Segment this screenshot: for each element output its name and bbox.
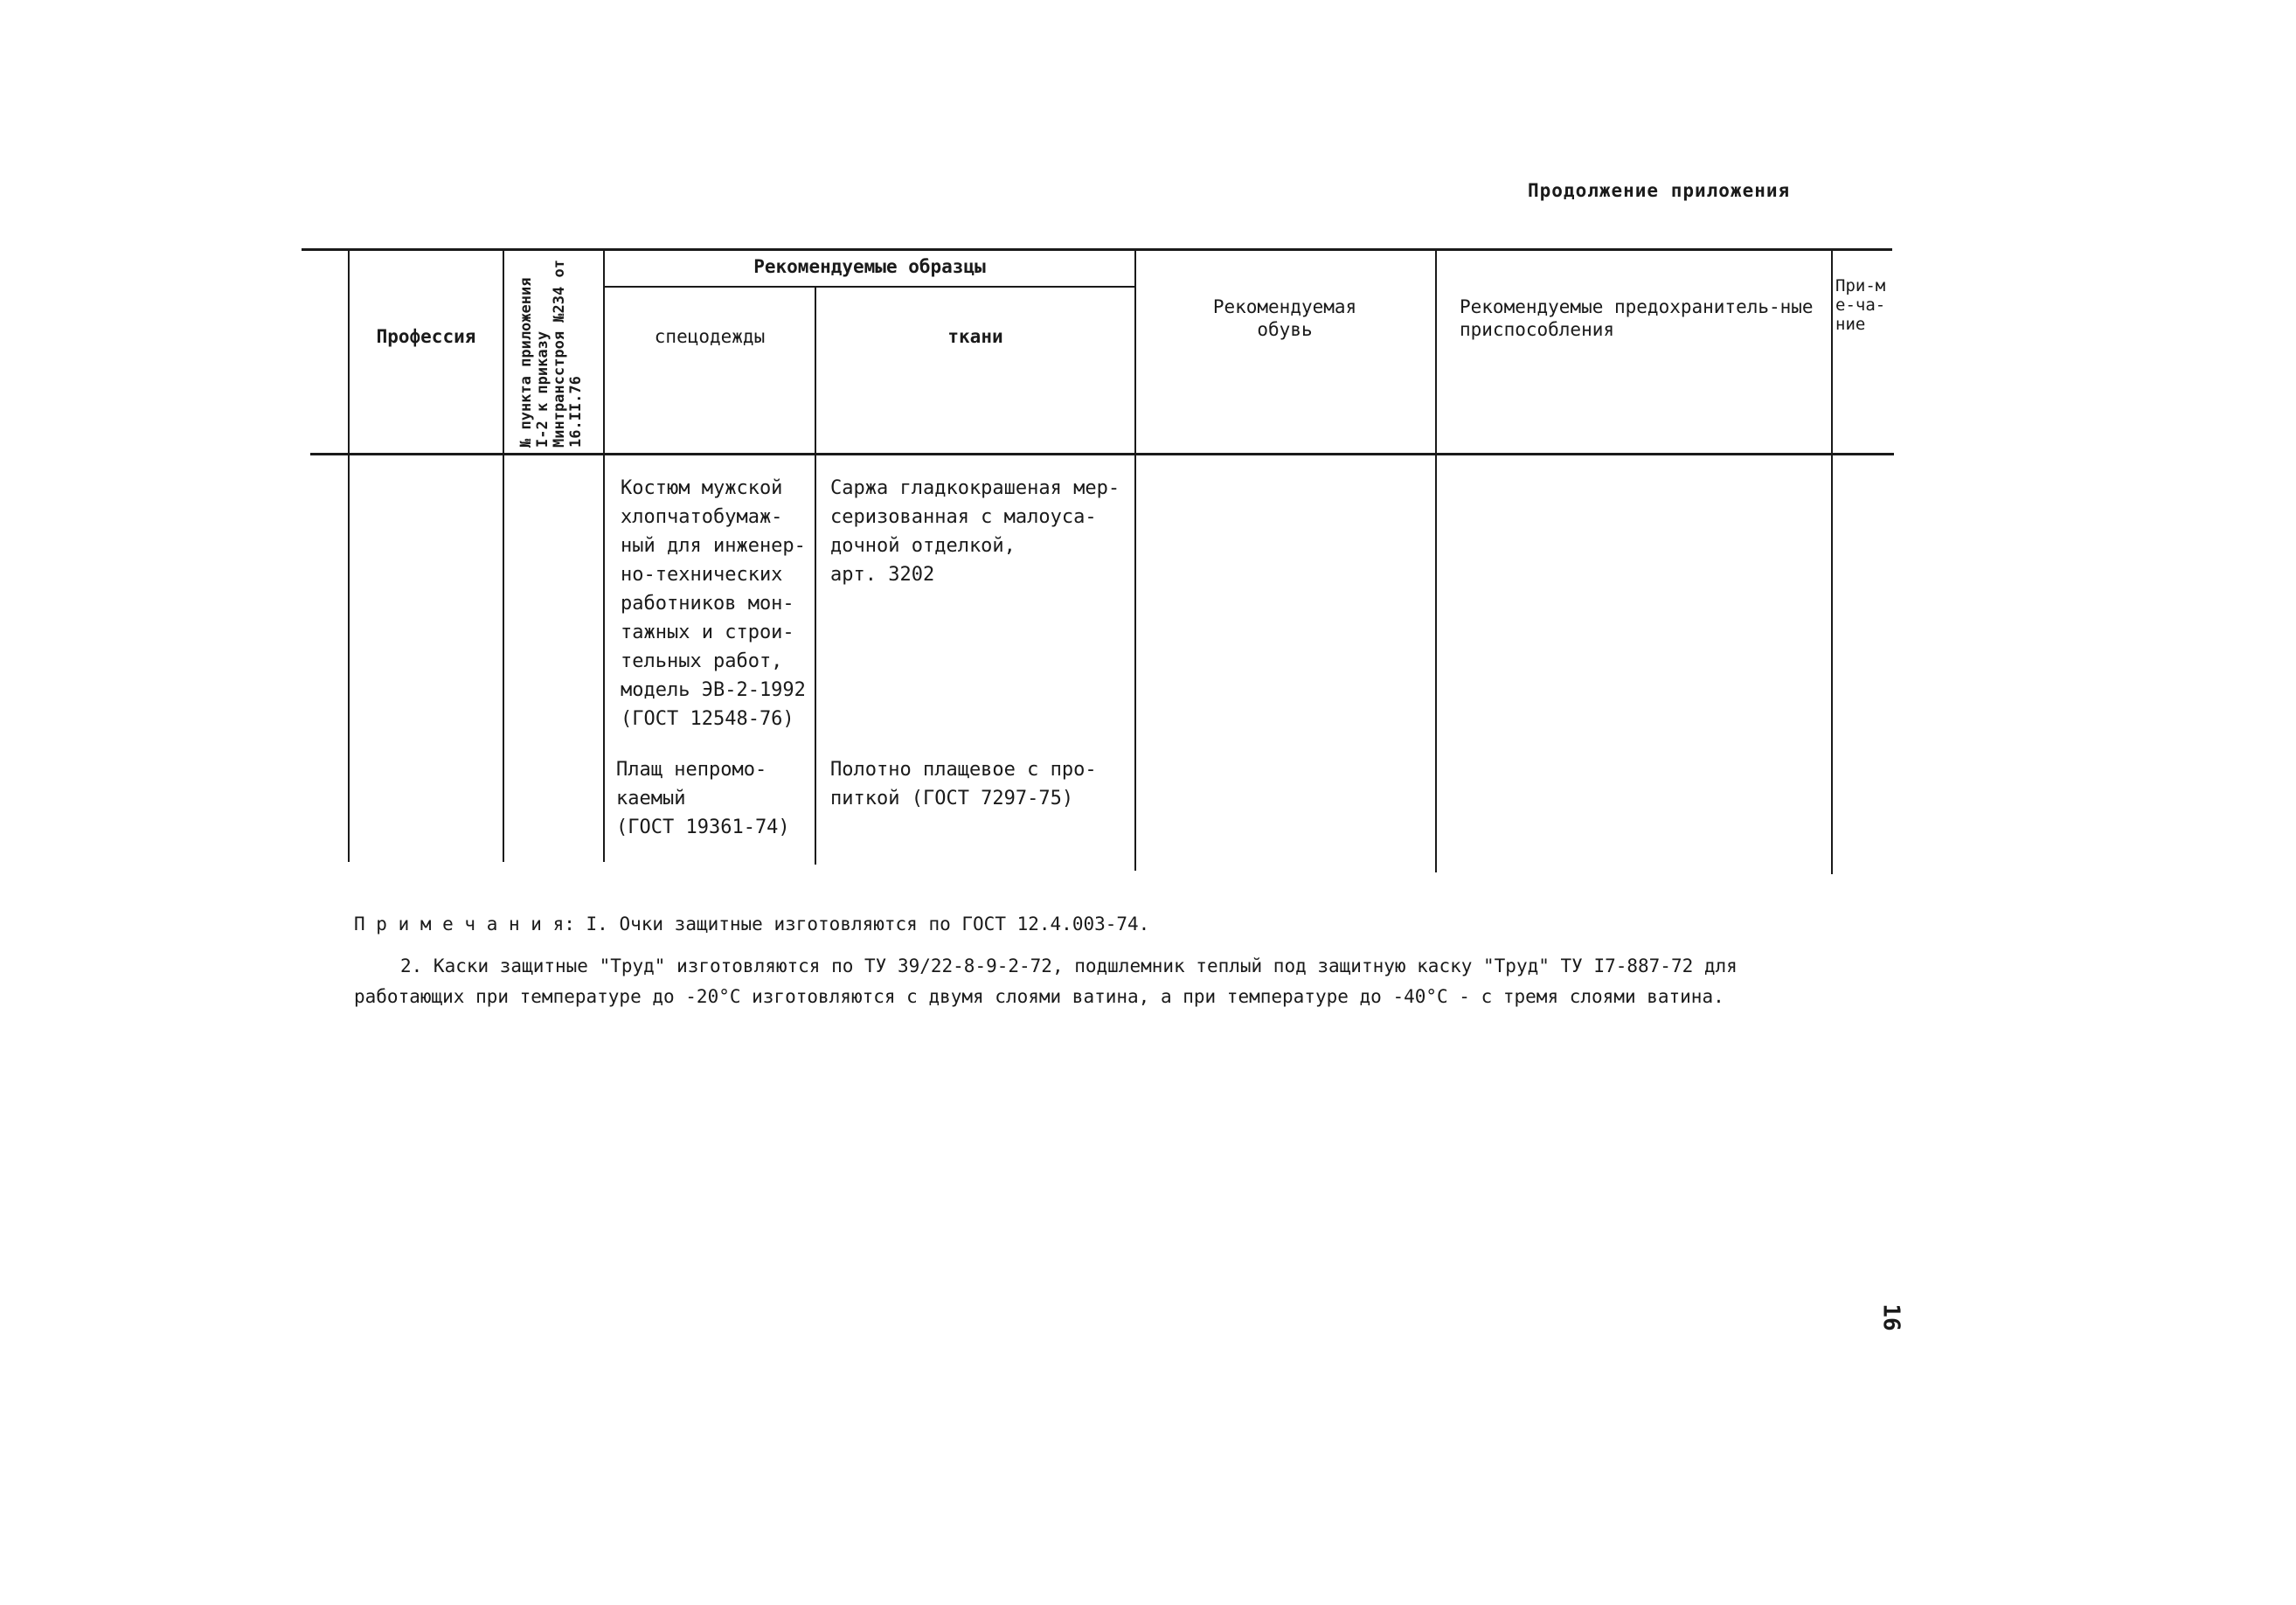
header-profession: Профессия xyxy=(376,326,476,347)
header-recommended-samples: Рекомендуемые образцы xyxy=(753,256,986,277)
col-divider-4 xyxy=(815,288,816,865)
col-divider-6 xyxy=(1435,250,1437,872)
col-divider-7 xyxy=(1831,250,1833,874)
note-2-line-2: работающих при температуре до -20°С изготовляются с двумя слоями ватина, а при температуре до -40°С - с тремя слоями ватина. xyxy=(354,986,1724,1007)
header-item-number: № пункта приложения I-2 к приказу Минтрансстроя №234 от 16.II.76 xyxy=(517,260,585,448)
note-2-line-1: 2. Каски защитные "Труд" изготовляются по ТУ 39/22-8-9-2-72, подшлемник теплый под защитную каску "Труд" ТУ I7-887-72 для xyxy=(400,955,1738,976)
notes-label: П р и м е ч а н и я: xyxy=(354,914,575,935)
header-remarks: При-ме-ча-ние xyxy=(1835,276,1886,334)
table-top-rule xyxy=(302,248,1892,251)
header-item-number-cell xyxy=(504,254,603,451)
notes-line-1 xyxy=(354,911,1149,937)
page-running-header: Продолжение приложения xyxy=(1528,180,1791,201)
row-1-workwear: Костюм мужской хлопчатобумаж- ный для инженер- но-технических работников мон- тажных и строи- тельных работ, модель ЭВ-2-1992 (ГОСТ 12548-76) xyxy=(621,477,806,730)
header-footwear: Рекомендуемая обувь xyxy=(1212,296,1357,340)
row-1-fabric: Саржа гладкокрашеная мер- серизованная с малоуса- дочной отделкой, арт. 3202 xyxy=(830,477,1120,586)
page-number: 16 xyxy=(1877,1303,1904,1331)
row-2-fabric: Полотно плащевое с про- питкой (ГОСТ 7297-75) xyxy=(830,759,1097,809)
table-header-rule xyxy=(310,453,1894,455)
note-1: I. Очки защитные изготовляются по ГОСТ 12.4.003-74. xyxy=(586,914,1150,935)
samples-header-rule xyxy=(603,286,1136,288)
header-fabrics: ткани xyxy=(947,326,1003,347)
row-2-workwear: Плащ непромо- каемый (ГОСТ 19361-74) xyxy=(616,759,790,838)
col-divider-5 xyxy=(1134,250,1136,871)
header-workwear: спецодежды xyxy=(654,326,766,347)
header-protective-devices: Рекомендуемые предохранитель-ные приспособления xyxy=(1460,296,1814,340)
